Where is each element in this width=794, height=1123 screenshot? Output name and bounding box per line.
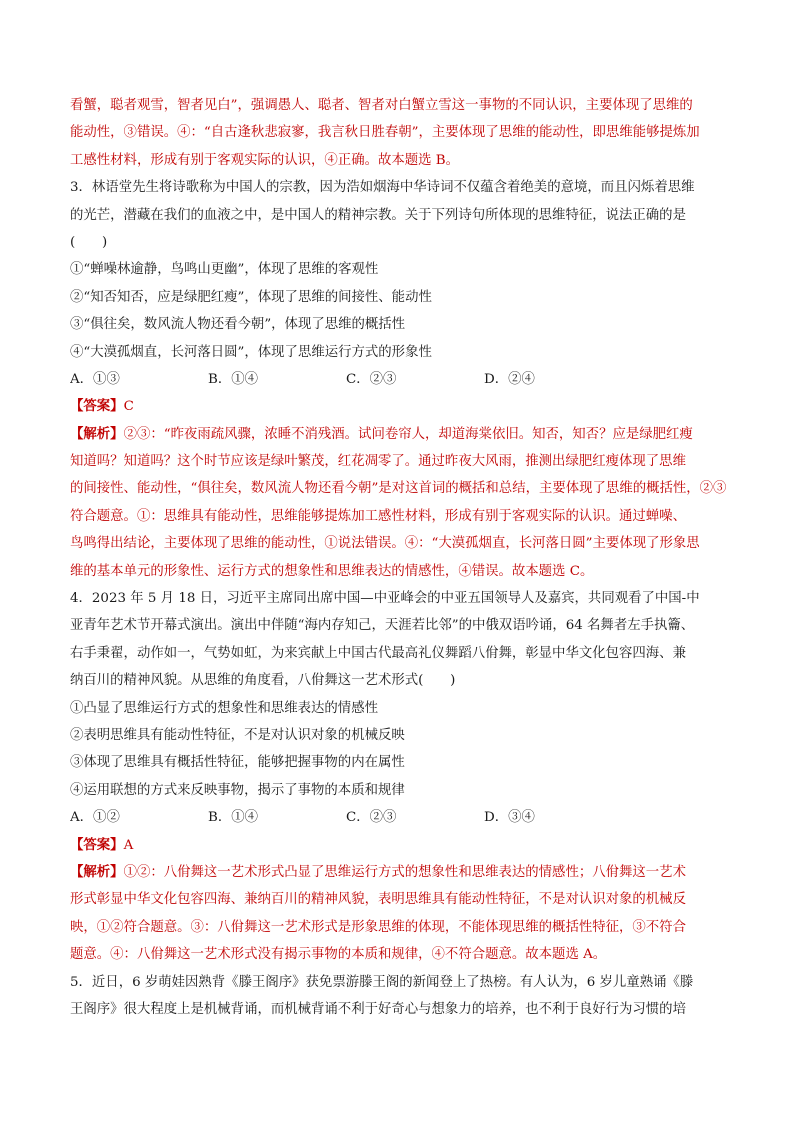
q3-analysis-line-5: 鸟鸣得出结论，主要体现了思维的能动性，①说法错误。④：“大漠孤烟直，长河落日圆”主要体现了形象思 bbox=[70, 536, 700, 552]
q3-item-2: ②“知否知否，应是绿肥红瘦”，体现了思维的间接性、能动性 bbox=[70, 289, 432, 305]
q3-analysis-label: 【解析】 bbox=[70, 425, 124, 442]
prev-analysis-line-1: 看蟹，聪者观雪，智者见白”，强调愚人、聪者、智者对白蟹立雪这一事物的不同认识，主要体现了思维的 bbox=[70, 98, 693, 113]
q3-option-d: D．②④ bbox=[484, 371, 535, 387]
q4-item-1: ①凸显了思维运行方式的想象性和思维表达的情感性 bbox=[70, 700, 378, 716]
q3-item-1: ①“蝉噪林逾静，鸟鸣山更幽”，体现了思维的客观性 bbox=[70, 262, 379, 278]
prev-analysis-line-3: 工感性材料，形成有别于客观实际的认识，④正确。故本题选 B。 bbox=[70, 152, 460, 168]
q4-analysis-line-2: 形式彰显中华文化包容四海、兼纳百川的精神风貌，表明思维具有能动性特征，不是对认识对象的机械反 bbox=[70, 892, 686, 908]
q4-stem-line-4: 纳百川的精神风貌。从思维的角度看，八佾舞这一艺术形式( ) bbox=[70, 673, 456, 689]
q5-stem-line-1: 5．近日，6 岁萌娃因熟背《滕王阁序》获免票游滕王阁的新闻登上了热榜。有人认为，6 岁儿童熟诵《滕 bbox=[70, 974, 694, 990]
q4-stem-line-3: 右手秉翟，动作如一，气势如虹，为来宾献上中国古代最高礼仪舞蹈八佾舞，彰显中华文化包容四海、兼 bbox=[70, 645, 686, 661]
q4-stem-line-2: 亚青年艺术节开幕式演出。演出中伴随“海内存知己，天涯若比邻”的中俄双语吟诵，64 名舞者左手执籥、 bbox=[70, 618, 695, 634]
q4-answer bbox=[70, 832, 730, 859]
q4-analysis-line-4: 题意。④：八佾舞这一艺术形式没有揭示事物的本质和规律，④不符合题意。故本题选 A。 bbox=[70, 947, 607, 963]
document-page bbox=[70, 92, 730, 1023]
q3-item-3: ③“俱往矣，数风流人物还看今朝”，体现了思维的概括性 bbox=[70, 317, 406, 333]
q3-answer-paren: ( ) bbox=[70, 234, 108, 250]
q4-analysis-line-3: 映，①②符合题意。③：八佾舞这一艺术形式是形象思维的体现，不能体现思维的概括性特征，③不符合 bbox=[70, 919, 686, 935]
q4-analysis-line-1 bbox=[70, 859, 730, 886]
q3-analysis-line-2: 知道吗？知道吗？这个时节应该是绿叶繁茂，红花凋零了。通过昨夜大风雨，推测出绿肥红瘦体现了思维 bbox=[70, 454, 686, 470]
q3-options bbox=[70, 366, 730, 393]
q3-item-4: ④“大漠孤烟直，长河落日圆”，体现了思维运行方式的形象性 bbox=[70, 344, 432, 360]
q3-answer-label: 【答案】 bbox=[70, 398, 124, 415]
q4-item-3: ③体现了思维具有概括性特征，能够把握事物的内在属性 bbox=[70, 755, 405, 771]
q4-answer-label: 【答案】 bbox=[70, 836, 124, 853]
q4-option-a: A．①② bbox=[70, 810, 120, 826]
q3-answer-value: C bbox=[123, 399, 134, 415]
q4-option-d: D．③④ bbox=[484, 810, 535, 826]
q4-option-b: B．①④ bbox=[208, 810, 259, 826]
q5-stem-line-2: 王阁序》很大程度上是机械背诵，而机械背诵不利于好奇心与想象力的培养，也不利于良好行为习惯的培 bbox=[70, 1001, 686, 1017]
q3-analysis-line-3: 的间接性、能动性，“俱往矣，数风流人物还看今朝”是对这首词的概括和总结，主要体现了思维的概括性，②③ bbox=[70, 481, 727, 497]
q4-item-4: ④运用联想的方式来反映事物，揭示了事物的本质和规律 bbox=[70, 782, 405, 798]
q4-analysis-text-1: ①②：八佾舞这一艺术形式凸显了思维运行方式的想象性和思维表达的情感性；八佾舞这一艺术 bbox=[123, 864, 686, 880]
q3-analysis-text-1: ②③：“昨夜雨疏风骤，浓睡不消残酒。试问卷帘人，却道海棠依旧。知否，知否？应是绿肥红瘦 bbox=[123, 426, 693, 442]
prev-analysis-line-2: 能动性，③错误。④：“自古逢秋悲寂寥，我言秋日胜春朝”，主要体现了思维的能动性，即思维能够提炼加 bbox=[70, 125, 700, 141]
q3-stem-line-1: 3．林语堂先生将诗歌称为中国人的宗教，因为浩如烟海中华诗词不仅蕴含着绝美的意境，而且闪烁着思维 bbox=[70, 180, 695, 196]
q4-stem-line-1: 4．2023 年 5 月 18 日，习近平主席同出席中国—中亚峰会的中亚五国领导人及嘉宾，共同观看了中国-中 bbox=[70, 591, 700, 607]
q3-option-b: B．①④ bbox=[208, 371, 259, 387]
q4-answer-value: A bbox=[123, 837, 134, 853]
q3-stem-line-2: 的光芒，潜藏在我们的血液之中，是中国人的精神宗教。关于下列诗句所体现的思维特征，说法正确的是 bbox=[70, 207, 686, 223]
q3-option-c: C．②③ bbox=[346, 371, 397, 387]
q4-options bbox=[70, 804, 730, 831]
q4-item-2: ②表明思维具有能动性特征，不是对认识对象的机械反映 bbox=[70, 727, 405, 743]
q3-analysis-line-4: 符合题意。①：思维具有能动性，思维能够提炼加工感性材料，形成有别于客观实际的认识。通过蝉噪、 bbox=[70, 508, 686, 524]
q3-analysis-line-6: 维的基本单元的形象性、运行方式的想象性和思维表达的情感性，④错误。故本题选 C。 bbox=[70, 563, 594, 579]
q4-analysis-label: 【解析】 bbox=[70, 863, 124, 880]
q3-option-a: A．①③ bbox=[70, 371, 120, 387]
q3-answer bbox=[70, 393, 730, 420]
q3-analysis-line-1 bbox=[70, 421, 730, 448]
q4-option-c: C．②③ bbox=[346, 810, 397, 826]
